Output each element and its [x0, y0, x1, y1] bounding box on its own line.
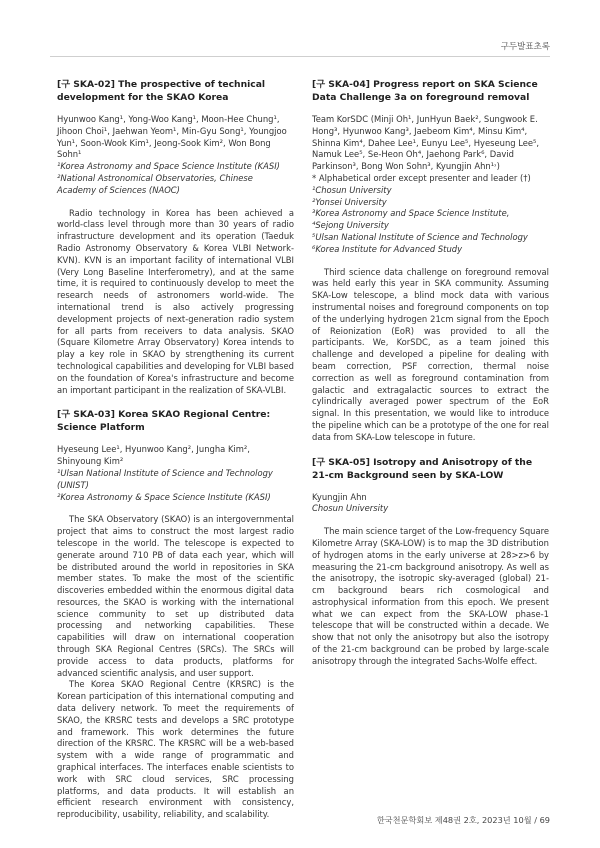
header-divider: [50, 56, 550, 57]
affiliation: ²Yonsei University: [312, 196, 387, 207]
author-list: Kyungjin Ahn: [312, 491, 367, 502]
affiliation: ¹Chosun University: [312, 184, 392, 195]
abstract-title: [구 SKA-02] The prospective of technical development for the SKAO Korea: [57, 79, 266, 103]
page-footer: 한국천문학회보 제48권 2호, 2023년 10월 / 69: [376, 815, 550, 825]
abstract-paragraph: Radio technology in Korea has been achieved a world-class level through more than 30 years of radio infrastructure development and its operation (Taeduk Radio Astronomy Observatory & Korea VLBI Network-KVN). KVN is an important facility of international VLBI (Very Long Baseline Interferometry), and at the same time, it is required to continuously develop to meet the research needs of astronomers world-wide. The international trend is also actively progressing development projects of next-generation radio system for all parts from receivers to data analysis. SKAO (Square Kilometre Array Observatory) Korea intends to play a key role in SKAO by strengthening its current technological capabilities and developing for VLBI based on the foundation of Korea's infrastructure and become an important participant in the realization of SKA-VLBI.: [57, 207, 294, 395]
abstract-ska-03: [57, 408, 294, 821]
abstract-title: [구 SKA-05] Isotropy and Anisotropy of the 21-cm Background seen by SKA-LOW: [312, 456, 533, 481]
abstract-ska-02: [57, 78, 294, 396]
affiliation: ²Korea Astronomy & Space Science Institute (KASI): [57, 491, 271, 502]
section-label: 구두발표초록: [500, 42, 550, 52]
author-list: Hyunwoo Kang¹, Yong-Woo Kang¹, Moon-Hee Chung¹, Jihoon Choi¹, Jaehwan Yeom¹, Min-Gyu Song¹, Youngjoo Yun¹, Soon-Wook Kim¹, Jeong-Sook Kim², Won Bong Sohn¹: [57, 114, 287, 160]
author-list: Team KorSDC (Minji Oh¹, JunHyun Baek², Sungwook E. Hong³, Hyunwoo Kang³, Jaebeom Kim⁴, Minsu Kim⁴, Shinna Kim⁴, Dahee Lee¹, Eunyu Lee⁵, Hyeseung Lee⁵, Namuk Lee⁵, Se-Heon Oh⁴, Jaehong Park⁶, David Parkinson³, Bong Won Sohn³, Kyungjin Ahn¹˒): [312, 114, 540, 172]
abstract-paragraph: The SKA Observatory (SKAO) is an intergovernmental project that aims to construct the most largest radio telescope in the world. The telescope is expected to generate around 710 PB of data each year, which will be distributed around the world in repositories in SKA member states. To make the most of the scientific discoveries embedded within the enormous digital data resources, the SKAO is working with the international science community to set up distributed data processing and networking capabilities. These capabilities will draw on international cooperation through SKA Regional Centres (SRCs). The SRCs will provide access to data products, platforms for advanced scientific analysis, and user support.: [57, 514, 294, 678]
author-order-note: * Alphabetical order except presenter and leader (†): [312, 172, 531, 183]
abstract-paragraph: The Korea SKAO Regional Centre (KRSRC) is the Korean participation of this international computing and data delivery network. To meet the requirements of SKAO, the KRSRC tests and develops a SRC prototype and framework. This work determines the future direction of the KRSRC. The KRSRC will be a web-based system with a wide range of programmatic and graphical interfaces. The interfaces enable scientists to work with SRC cloud services, SRC processing platforms, and data products. It will establish an efficient research environment with consistency, reproducibility, usability, reliability, and scalability.: [57, 679, 294, 820]
abstract-ska-04: [312, 78, 549, 444]
abstract-paragraph: The main science target of the Low-frequency Square Kilometre Array (SKA-LOW) is to map the 3D distribution of hydrogen atoms in the early universe at 28>z>6 by measuring the 21-cm background anisotropy. As well as the anisotropy, the isotropic sky-averaged (global) 21-cm background bears rich cosmological and astrophysical information from this epoch. We present what we can expect from the SKA-LOW phase-1 telescope that will be constructed within a decade. We show that not only the anisotropy but also the isotropy of the 21-cm background can be probed by large-scale anisotropy through the integrated Sachs-Wolfe effect.: [312, 526, 549, 666]
affiliation: ³Korea Astronomy and Space Science Institute,: [312, 208, 510, 219]
abstract-title: [구 SKA-03] Korea SKAO Regional Centre: Science Platform: [57, 409, 271, 434]
left-column: [57, 78, 294, 821]
abstract-title: [구 SKA-04] Progress report on SKA Science Data Challenge 3a on foreground removal: [312, 79, 538, 103]
abstract-paragraph: Third science data challenge on foreground removal was held early this year in SKA community. Assuming SKA-Low telescope, a blind mock data with various instrumental noises and foreground components on top of the underlying hydrogen 21cm signal from the Epoch of Reionization (EoR) was provided to all the participants. We, KorSDC, as a team joined this challenge and developed a pipeline for dealing with beam correction, PSF correction, thermal noise correction as well as foreground contamination from galactic and extragalactic sources to extract the cylindrically averaged power spectrum of the EoR signal. In this presentation, we would like to introduce the pipeline which can be a prototype of the one for real data from SKA-Low telescope in future.: [312, 266, 549, 442]
affiliation: Chosun University: [312, 503, 389, 514]
affiliation: ¹Ulsan National Institute of Science and Technology (UNIST): [57, 467, 273, 490]
abstract-ska-05: [312, 456, 549, 668]
affiliation: ⁴Sejong University: [312, 220, 389, 231]
affiliation: ⁵Ulsan National Institute of Science and Technology: [312, 231, 528, 242]
author-list: Hyeseung Lee¹, Hyunwoo Kang², Jungha Kim², Shinyoung Kim²: [57, 444, 250, 467]
affiliation: ²National Astronomical Observatories, Chinese Academy of Sciences (NAOC): [57, 172, 253, 195]
affiliation: ¹Korea Astronomy and Space Science Institute (KASI): [57, 161, 280, 172]
right-column: [312, 78, 549, 668]
affiliation: ⁶Korea Institute for Advanced Study: [312, 243, 463, 254]
